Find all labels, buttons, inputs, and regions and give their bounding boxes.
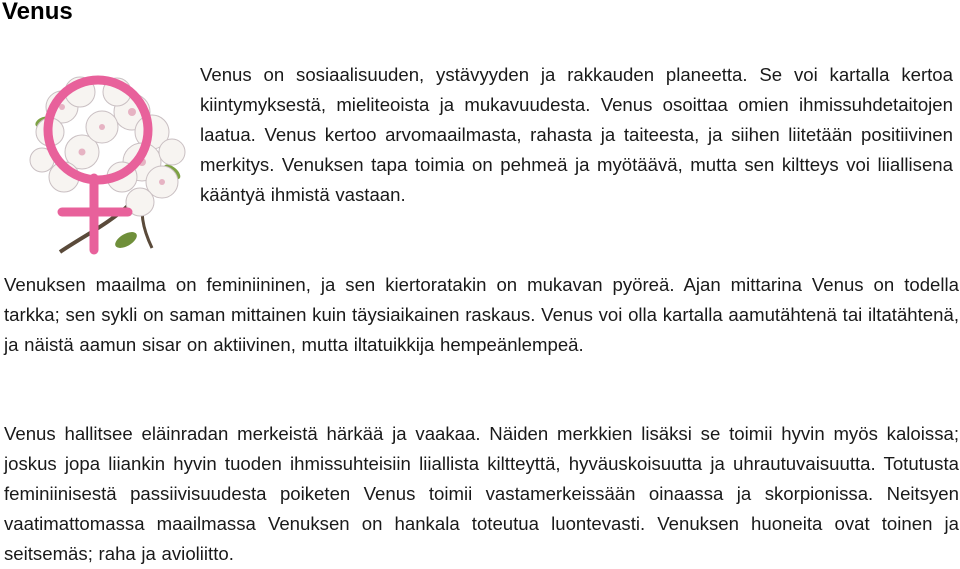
paragraph-zodiac-signs: Venus hallitsee eläinradan merkeistä härkää ja vaakaa. Näiden merkkien lisäksi se toimii hyvin myös kaloissa; joskus jopa liiankin hyvin tuoden ihmissuhteisiin liiallista kiltteyttä, hyväuskoisuutta ja uhrautuvaisuutta. Totutusta feminiinisestä passiivisuudesta poiketen Venus toimii vastamerkeissään oinaassa ja skorpionissa. Neitsyen vaatimattomassa maailmassa Venuksen on hankala toteutua luontevasti. Venuksen huoneita ovat toinen ja seitsemäs; raha ja avioliitto. (4, 423, 959, 564)
venus-symbol-with-blossoms-icon (22, 52, 200, 262)
paragraph-feminine-world: Venuksen maailma on feminiininen, ja sen kiertoratakin on mukavan pyöreä. Ajan mittarina Venus on todella tarkka; sen sykli on saman mittainen kuin täysiaikainen raskaus. Venus voi olla kartalla aamutähtenä tai iltatähtenä, ja näistä aamun sisar on aktiivinen, mutta iltatuikkija hempeänlempeä. (4, 274, 959, 355)
page-title: Venus (2, 0, 73, 25)
paragraph-intro: Venus on sosiaalisuuden, ystävyyden ja rakkauden planeetta. Se voi kartalla kertoa kiintymyksestä, mieliteoista ja mukavuudesta. Venus osoittaa omien ihmissuhdetaitojen laatua. Venus kertoo arvomaailmasta, rahasta ja taiteesta, ja siihen liitetään positiivinen merkitys. Venuksen tapa toimia on pehmeä ja myötäävä, mutta sen kiltteys voi liiallisena kääntyä ihmistä vastaan. (200, 64, 953, 205)
